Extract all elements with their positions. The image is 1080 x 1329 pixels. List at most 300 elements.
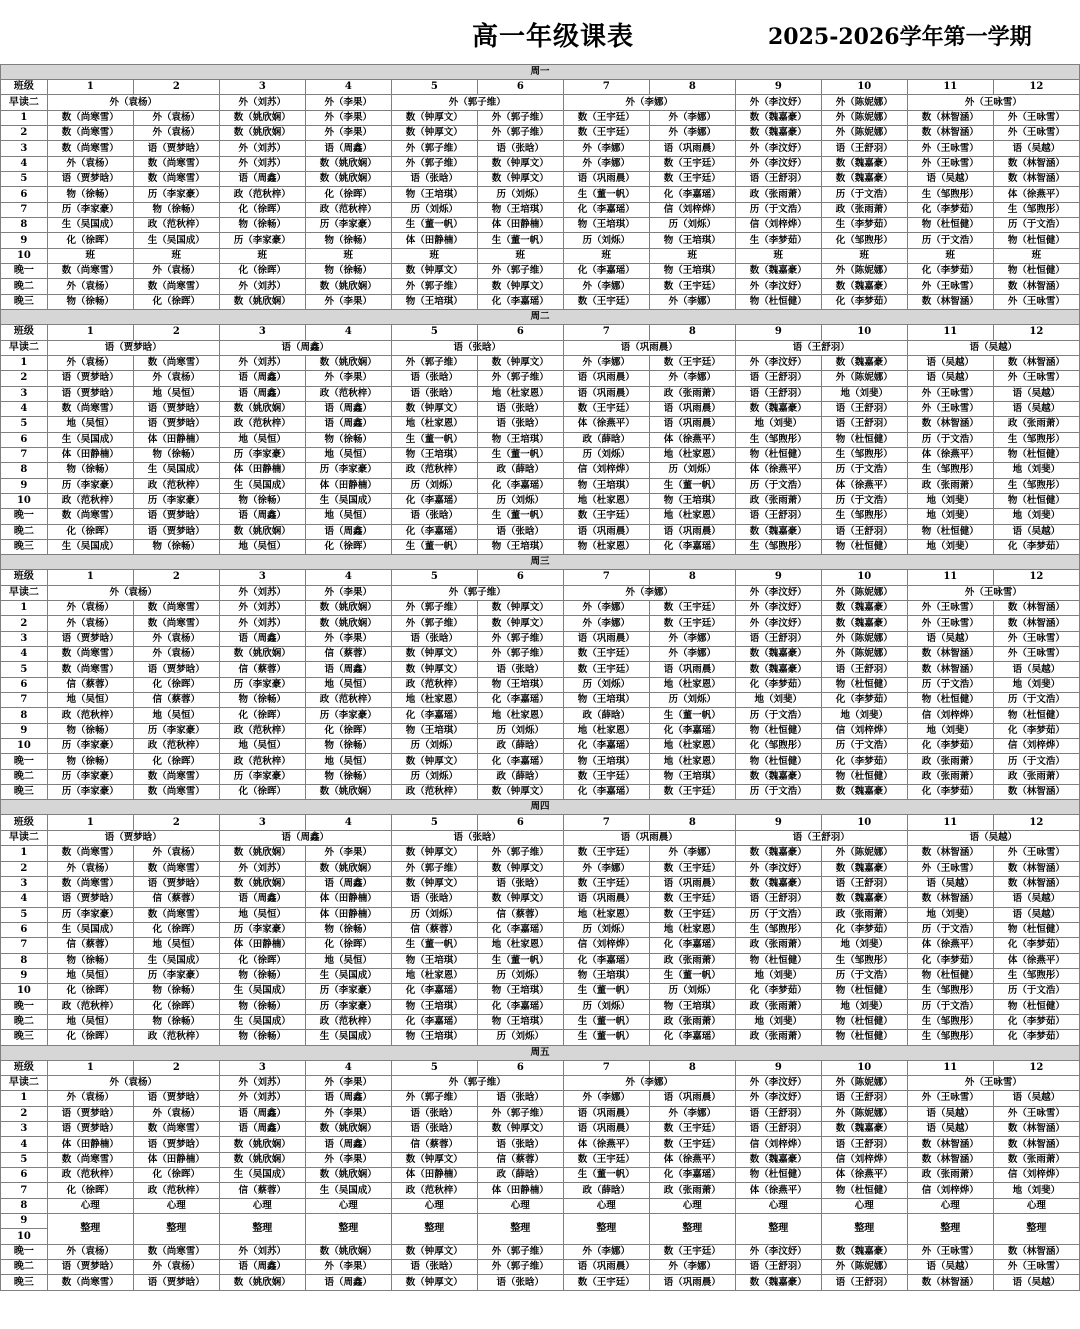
lesson-cell[interactable]: 语（吴越）	[907, 371, 993, 386]
lesson-cell[interactable]: 语（巩雨晨）	[649, 141, 735, 156]
lesson-cell[interactable]: 体（田静楠）	[477, 1183, 563, 1198]
lesson-cell[interactable]: 生（邹煦彤）	[821, 509, 907, 524]
lesson-cell[interactable]: 历（刘烁）	[477, 968, 563, 983]
lesson-cell[interactable]: 语（周鑫）	[219, 631, 305, 646]
lesson-cell[interactable]: 外（袁杨）	[133, 371, 219, 386]
lesson-cell[interactable]: 语（吴越）	[907, 1122, 993, 1137]
lesson-cell[interactable]: 政（张雨萧）	[821, 202, 907, 217]
lesson-cell[interactable]: 数（王宇廷）	[649, 1137, 735, 1152]
lesson-cell[interactable]: 数（林智涵）	[907, 1137, 993, 1152]
lesson-cell[interactable]: 体（徐燕平）	[735, 1183, 821, 1198]
lesson-cell[interactable]: 语（巩雨晨）	[563, 386, 649, 401]
lesson-cell[interactable]: 政（薛晗）	[477, 463, 563, 478]
lesson-cell[interactable]: 整理	[821, 1214, 907, 1245]
lesson-cell[interactable]: 政（范秋梓）	[305, 1014, 391, 1029]
lesson-cell[interactable]: 语（张晗）	[391, 1260, 477, 1275]
lesson-cell[interactable]: 政（张雨萧）	[735, 938, 821, 953]
lesson-cell[interactable]: 化（徐晖）	[219, 953, 305, 968]
lesson-cell[interactable]: 政（范秋梓）	[391, 677, 477, 692]
lesson-cell[interactable]: 外（陈妮娜）	[821, 264, 907, 279]
lesson-cell[interactable]: 数（林智涵）	[993, 861, 1079, 876]
lesson-cell[interactable]: 生（吴国成）	[133, 463, 219, 478]
lesson-cell[interactable]: 数（钟厚文）	[477, 616, 563, 631]
lesson-cell[interactable]: 历（刘烁）	[563, 677, 649, 692]
lesson-cell[interactable]: 地（刘斐）	[907, 907, 993, 922]
lesson-cell[interactable]: 数（尚寒雪）	[133, 785, 219, 800]
lesson-cell[interactable]: 地（吴恒）	[47, 417, 133, 432]
lesson-cell[interactable]: 数（姚欣娴）	[219, 294, 305, 309]
lesson-cell[interactable]: 数（林智涵）	[993, 1122, 1079, 1137]
lesson-cell[interactable]: 数（尚寒雪）	[47, 110, 133, 125]
lesson-cell[interactable]: 数（魏嘉豪）	[821, 1244, 907, 1259]
lesson-cell[interactable]: 数（林智涵）	[993, 601, 1079, 616]
lesson-cell[interactable]: 语（王舒羽）	[735, 830, 907, 845]
lesson-cell[interactable]: 数（姚欣娴）	[219, 126, 305, 141]
lesson-cell[interactable]: 历（于文浩）	[993, 984, 1079, 999]
lesson-cell[interactable]: 地（杜家恩）	[563, 907, 649, 922]
lesson-cell[interactable]: 生（邹煦彤）	[907, 984, 993, 999]
lesson-cell[interactable]: 地（刘斐）	[821, 938, 907, 953]
lesson-cell[interactable]: 数（姚欣娴）	[305, 1122, 391, 1137]
lesson-cell[interactable]: 地（吴恒）	[305, 754, 391, 769]
lesson-cell[interactable]: 化（徐晖）	[47, 1030, 133, 1045]
lesson-cell[interactable]: 地（杜家恩）	[477, 386, 563, 401]
lesson-cell[interactable]: 班	[649, 248, 735, 263]
lesson-cell[interactable]: 地（杜家恩）	[477, 938, 563, 953]
lesson-cell[interactable]: 生（吴国成）	[219, 478, 305, 493]
lesson-cell[interactable]: 物（杜恒健）	[821, 539, 907, 554]
lesson-cell[interactable]: 数（魏嘉豪）	[821, 172, 907, 187]
lesson-cell[interactable]: 外（郭子维）	[477, 264, 563, 279]
lesson-cell[interactable]: 外（郭子维）	[391, 585, 563, 600]
lesson-cell[interactable]: 生（吴国成）	[219, 1014, 305, 1029]
lesson-cell[interactable]: 数（林智涵）	[993, 1137, 1079, 1152]
lesson-cell[interactable]: 化（徐晖）	[133, 999, 219, 1014]
lesson-cell[interactable]: 数（尚寒雪）	[47, 876, 133, 891]
lesson-cell[interactable]: 历（李家豪）	[47, 478, 133, 493]
lesson-cell[interactable]: 外（王咏雪）	[993, 294, 1079, 309]
lesson-cell[interactable]: 语（王舒羽）	[735, 1122, 821, 1137]
lesson-cell[interactable]: 外（王咏雪）	[907, 141, 993, 156]
lesson-cell[interactable]: 心理	[563, 1198, 649, 1213]
lesson-cell[interactable]: 外（李娜）	[563, 601, 649, 616]
lesson-cell[interactable]: 化（徐晖）	[133, 754, 219, 769]
lesson-cell[interactable]: 语（王舒羽）	[821, 141, 907, 156]
lesson-cell[interactable]: 外（郭子维）	[391, 95, 563, 110]
lesson-cell[interactable]: 数（魏嘉豪）	[821, 279, 907, 294]
lesson-cell[interactable]: 物（王培琪）	[649, 999, 735, 1014]
lesson-cell[interactable]: 语（吴越）	[993, 892, 1079, 907]
lesson-cell[interactable]: 外（刘苏）	[219, 141, 305, 156]
lesson-cell[interactable]: 政（张雨萧）	[821, 907, 907, 922]
lesson-cell[interactable]: 政（张雨萧）	[907, 769, 993, 784]
lesson-cell[interactable]: 生（李梦茹）	[735, 233, 821, 248]
lesson-cell[interactable]: 化（李嘉瑶）	[649, 539, 735, 554]
lesson-cell[interactable]: 体（田静楠）	[391, 1168, 477, 1183]
lesson-cell[interactable]: 数（魏嘉豪）	[735, 1152, 821, 1167]
lesson-cell[interactable]: 数（张雨萧）	[993, 1152, 1079, 1167]
lesson-cell[interactable]: 生（吴国成）	[305, 493, 391, 508]
lesson-cell[interactable]: 外（李娜）	[649, 1106, 735, 1121]
lesson-cell[interactable]: 外（袁杨）	[133, 631, 219, 646]
lesson-cell[interactable]: 语（王舒羽）	[735, 371, 821, 386]
lesson-cell[interactable]: 物（杜恒健）	[993, 264, 1079, 279]
lesson-cell[interactable]: 物（杜恒健）	[907, 968, 993, 983]
lesson-cell[interactable]: 历（李家豪）	[219, 447, 305, 462]
lesson-cell[interactable]: 体（田静楠）	[305, 892, 391, 907]
lesson-cell[interactable]: 语（张晗）	[477, 1091, 563, 1106]
lesson-cell[interactable]: 数（王宇廷）	[563, 110, 649, 125]
lesson-cell[interactable]: 语（巩雨晨）	[649, 662, 735, 677]
lesson-cell[interactable]: 历（李家豪）	[47, 202, 133, 217]
lesson-cell[interactable]: 历（于文浩）	[993, 693, 1079, 708]
lesson-cell[interactable]: 物（王培琪）	[563, 478, 649, 493]
lesson-cell[interactable]: 语（王舒羽）	[821, 401, 907, 416]
lesson-cell[interactable]: 数（钟厚文）	[391, 126, 477, 141]
lesson-cell[interactable]: 数（尚寒雪）	[47, 401, 133, 416]
lesson-cell[interactable]: 语（张晗）	[477, 401, 563, 416]
lesson-cell[interactable]: 生（董一帆）	[563, 984, 649, 999]
lesson-cell[interactable]: 语（巩雨晨）	[649, 876, 735, 891]
lesson-cell[interactable]: 地（杜家恩）	[649, 677, 735, 692]
lesson-cell[interactable]: 物（王培琪）	[477, 202, 563, 217]
lesson-cell[interactable]: 数（尚寒雪）	[133, 907, 219, 922]
lesson-cell[interactable]: 化（李梦茹）	[907, 202, 993, 217]
lesson-cell[interactable]: 语（王舒羽）	[735, 1260, 821, 1275]
lesson-cell[interactable]: 历（于文浩）	[735, 202, 821, 217]
lesson-cell[interactable]: 数（王宇廷）	[563, 647, 649, 662]
lesson-cell[interactable]: 外（王咏雪）	[907, 401, 993, 416]
lesson-cell[interactable]: 数（林智涵）	[993, 355, 1079, 370]
lesson-cell[interactable]: 政（范秋梓）	[391, 463, 477, 478]
lesson-cell[interactable]: 化（李嘉瑶）	[563, 785, 649, 800]
lesson-cell[interactable]: 地（刘斐）	[907, 493, 993, 508]
lesson-cell[interactable]: 语（贾梦晗）	[133, 401, 219, 416]
lesson-cell[interactable]: 地（吴恒）	[305, 953, 391, 968]
lesson-cell[interactable]: 数（魏嘉豪）	[735, 846, 821, 861]
lesson-cell[interactable]: 外（袁杨）	[133, 647, 219, 662]
lesson-cell[interactable]: 历（李家豪）	[133, 187, 219, 202]
lesson-cell[interactable]: 数（姚欣娴）	[305, 861, 391, 876]
lesson-cell[interactable]: 政（范秋梓）	[47, 999, 133, 1014]
lesson-cell[interactable]: 整理	[133, 1214, 219, 1245]
lesson-cell[interactable]: 历（刘烁）	[391, 202, 477, 217]
lesson-cell[interactable]: 外（李娜）	[649, 1260, 735, 1275]
lesson-cell[interactable]: 体（徐燕平）	[563, 1137, 649, 1152]
lesson-cell[interactable]: 外（李娜）	[563, 279, 649, 294]
lesson-cell[interactable]: 信（蔡蓉）	[477, 907, 563, 922]
lesson-cell[interactable]: 外（王咏雪）	[907, 156, 993, 171]
lesson-cell[interactable]: 化（徐晖）	[219, 264, 305, 279]
lesson-cell[interactable]: 语（贾梦晗）	[47, 892, 133, 907]
lesson-cell[interactable]: 数（魏嘉豪）	[735, 401, 821, 416]
lesson-cell[interactable]: 生（吴国成）	[47, 432, 133, 447]
lesson-cell[interactable]: 语（张晗）	[391, 1106, 477, 1121]
lesson-cell[interactable]: 语（贾梦晗）	[133, 1091, 219, 1106]
lesson-cell[interactable]: 数（林智涵）	[907, 294, 993, 309]
lesson-cell[interactable]: 外（李娜）	[563, 616, 649, 631]
lesson-cell[interactable]: 政（张雨萧）	[649, 953, 735, 968]
lesson-cell[interactable]: 外（李娜）	[563, 1091, 649, 1106]
lesson-cell[interactable]: 心理	[219, 1198, 305, 1213]
lesson-cell[interactable]: 数（王宇廷）	[563, 509, 649, 524]
lesson-cell[interactable]: 物（杜恒健）	[993, 493, 1079, 508]
lesson-cell[interactable]: 数（钟厚文）	[391, 754, 477, 769]
lesson-cell[interactable]: 数（王宇廷）	[563, 662, 649, 677]
lesson-cell[interactable]: 历（李家豪）	[133, 493, 219, 508]
lesson-cell[interactable]: 心理	[133, 1198, 219, 1213]
lesson-cell[interactable]: 数（姚欣娴）	[219, 110, 305, 125]
lesson-cell[interactable]: 物（王培琪）	[563, 968, 649, 983]
lesson-cell[interactable]: 历（刘烁）	[563, 447, 649, 462]
lesson-cell[interactable]: 外（刘苏）	[219, 585, 305, 600]
lesson-cell[interactable]: 数（姚欣娴）	[219, 647, 305, 662]
lesson-cell[interactable]: 生（吴国成）	[47, 539, 133, 554]
lesson-cell[interactable]: 外（刘苏）	[219, 355, 305, 370]
lesson-cell[interactable]: 政（范秋梓）	[133, 218, 219, 233]
lesson-cell[interactable]: 外（李娜）	[563, 95, 735, 110]
lesson-cell[interactable]: 整理	[305, 1214, 391, 1245]
lesson-cell[interactable]: 化（李梦茹）	[821, 754, 907, 769]
lesson-cell[interactable]: 物（杜恒健）	[821, 1014, 907, 1029]
lesson-cell[interactable]: 外（李果）	[305, 95, 391, 110]
lesson-cell[interactable]: 外（李娜）	[649, 371, 735, 386]
lesson-cell[interactable]: 化（李嘉瑶）	[477, 294, 563, 309]
lesson-cell[interactable]: 政（范秋梓）	[47, 493, 133, 508]
lesson-cell[interactable]: 数（魏嘉豪）	[821, 616, 907, 631]
lesson-cell[interactable]: 化（李嘉瑶）	[649, 187, 735, 202]
lesson-cell[interactable]: 语（周鑫）	[219, 371, 305, 386]
lesson-cell[interactable]: 数（魏嘉豪）	[735, 1275, 821, 1290]
lesson-cell[interactable]: 外（王咏雪）	[907, 861, 993, 876]
lesson-cell[interactable]: 体（徐燕平）	[821, 478, 907, 493]
lesson-cell[interactable]: 外（袁杨）	[133, 110, 219, 125]
lesson-cell[interactable]: 历（刘烁）	[649, 693, 735, 708]
lesson-cell[interactable]: 外（刘苏）	[219, 601, 305, 616]
lesson-cell[interactable]: 数（姚欣娴）	[305, 616, 391, 631]
lesson-cell[interactable]: 数（林智涵）	[907, 126, 993, 141]
lesson-cell[interactable]: 物（杜恒健）	[735, 723, 821, 738]
lesson-cell[interactable]: 数（林智涵）	[993, 279, 1079, 294]
lesson-cell[interactable]: 化（李嘉瑶）	[391, 524, 477, 539]
lesson-cell[interactable]: 数（钟厚文）	[477, 172, 563, 187]
lesson-cell[interactable]: 数（钟厚文）	[477, 355, 563, 370]
lesson-cell[interactable]: 历（于文浩）	[735, 907, 821, 922]
lesson-cell[interactable]: 语（巩雨晨）	[649, 1275, 735, 1290]
lesson-cell[interactable]: 外（王咏雪）	[993, 647, 1079, 662]
lesson-cell[interactable]: 外（王咏雪）	[907, 386, 993, 401]
lesson-cell[interactable]: 物（王培琪）	[391, 723, 477, 738]
lesson-cell[interactable]: 班	[735, 248, 821, 263]
lesson-cell[interactable]: 数（王宇廷）	[649, 1122, 735, 1137]
lesson-cell[interactable]: 外（袁杨）	[47, 279, 133, 294]
lesson-cell[interactable]: 化（邹煦彤）	[735, 739, 821, 754]
lesson-cell[interactable]: 化（徐晖）	[133, 294, 219, 309]
lesson-cell[interactable]: 化（李梦茹）	[907, 785, 993, 800]
lesson-cell[interactable]: 外（李果）	[305, 1260, 391, 1275]
lesson-cell[interactable]: 数（王宇廷）	[649, 892, 735, 907]
lesson-cell[interactable]: 语（巩雨晨）	[649, 1091, 735, 1106]
lesson-cell[interactable]: 外（李娜）	[649, 110, 735, 125]
lesson-cell[interactable]: 历（刘烁）	[477, 493, 563, 508]
lesson-cell[interactable]: 语（巩雨晨）	[563, 830, 735, 845]
lesson-cell[interactable]: 生（吴国成）	[47, 218, 133, 233]
lesson-cell[interactable]: 语（贾梦晗）	[133, 662, 219, 677]
lesson-cell[interactable]: 语（贾梦晗）	[133, 524, 219, 539]
lesson-cell[interactable]: 生（吴国成）	[305, 968, 391, 983]
lesson-cell[interactable]: 语（周鑫）	[305, 662, 391, 677]
lesson-cell[interactable]: 生（吴国成）	[305, 1030, 391, 1045]
lesson-cell[interactable]: 物（杜恒健）	[907, 524, 993, 539]
lesson-cell[interactable]: 数（尚寒雪）	[133, 1122, 219, 1137]
lesson-cell[interactable]: 生（邹煦彤）	[993, 202, 1079, 217]
lesson-cell[interactable]: 物（王培琪）	[563, 218, 649, 233]
lesson-cell[interactable]: 政（范秋梓）	[133, 1030, 219, 1045]
lesson-cell[interactable]: 外（陈妮娜）	[821, 846, 907, 861]
lesson-cell[interactable]: 外（王咏雪）	[907, 1091, 993, 1106]
lesson-cell[interactable]: 数（钟厚文）	[391, 1152, 477, 1167]
lesson-cell[interactable]: 数（尚寒雪）	[47, 126, 133, 141]
lesson-cell[interactable]: 语（巩雨晨）	[563, 1122, 649, 1137]
lesson-cell[interactable]: 地（杜家恩）	[649, 739, 735, 754]
lesson-cell[interactable]: 语（贾梦晗）	[47, 1106, 133, 1121]
lesson-cell[interactable]: 外（陈妮娜）	[821, 371, 907, 386]
lesson-cell[interactable]: 体（徐燕平）	[563, 417, 649, 432]
lesson-cell[interactable]: 物（徐畅）	[219, 493, 305, 508]
lesson-cell[interactable]: 班	[993, 248, 1079, 263]
lesson-cell[interactable]: 班	[563, 248, 649, 263]
lesson-cell[interactable]: 历（于文浩）	[907, 233, 993, 248]
lesson-cell[interactable]: 历（刘烁）	[649, 463, 735, 478]
lesson-cell[interactable]: 历（刘烁）	[391, 739, 477, 754]
lesson-cell[interactable]: 数（王宇廷）	[563, 1152, 649, 1167]
lesson-cell[interactable]: 历（于文浩）	[907, 999, 993, 1014]
lesson-cell[interactable]: 数（王宇廷）	[563, 769, 649, 784]
lesson-cell[interactable]: 政（范秋梓）	[391, 1183, 477, 1198]
lesson-cell[interactable]: 地（杜家恩）	[563, 723, 649, 738]
lesson-cell[interactable]: 生（邹煦彤）	[821, 447, 907, 462]
lesson-cell[interactable]: 语（吴越）	[907, 1106, 993, 1121]
lesson-cell[interactable]: 信（蔡蓉）	[391, 1137, 477, 1152]
lesson-cell[interactable]: 物（王培琪）	[649, 493, 735, 508]
lesson-cell[interactable]: 外（王咏雪）	[993, 110, 1079, 125]
lesson-cell[interactable]: 语（张晗）	[391, 631, 477, 646]
lesson-cell[interactable]: 历（李家豪）	[133, 968, 219, 983]
lesson-cell[interactable]: 数（林智涵）	[907, 846, 993, 861]
lesson-cell[interactable]: 数（姚欣娴）	[305, 172, 391, 187]
lesson-cell[interactable]: 数（王宇廷）	[649, 616, 735, 631]
lesson-cell[interactable]: 生（李梦茹）	[821, 218, 907, 233]
lesson-cell[interactable]: 化（徐晖）	[219, 785, 305, 800]
lesson-cell[interactable]: 语（吴越）	[993, 401, 1079, 416]
lesson-cell[interactable]: 外（李汶妤）	[735, 279, 821, 294]
lesson-cell[interactable]: 物（徐畅）	[47, 953, 133, 968]
lesson-cell[interactable]: 生（邹煦彤）	[993, 968, 1079, 983]
lesson-cell[interactable]: 外（李果）	[305, 1106, 391, 1121]
lesson-cell[interactable]: 政（范秋梓）	[133, 1183, 219, 1198]
lesson-cell[interactable]: 外（郭子维）	[477, 1106, 563, 1121]
lesson-cell[interactable]: 生（邹煦彤）	[993, 478, 1079, 493]
lesson-cell[interactable]: 生（董一帆）	[563, 1030, 649, 1045]
lesson-cell[interactable]: 外（陈妮娜）	[821, 647, 907, 662]
lesson-cell[interactable]: 外（李汶妤）	[735, 585, 821, 600]
lesson-cell[interactable]: 外（刘苏）	[219, 95, 305, 110]
lesson-cell[interactable]: 外（李汶妤）	[735, 1244, 821, 1259]
lesson-cell[interactable]: 物（徐畅）	[47, 723, 133, 738]
lesson-cell[interactable]: 政（范秋梓）	[47, 1168, 133, 1183]
lesson-cell[interactable]: 数（林智涵）	[907, 110, 993, 125]
lesson-cell[interactable]: 班	[391, 248, 477, 263]
lesson-cell[interactable]: 数（尚寒雪）	[47, 509, 133, 524]
lesson-cell[interactable]: 物（杜恒健）	[735, 1168, 821, 1183]
lesson-cell[interactable]: 化（徐晖）	[47, 984, 133, 999]
lesson-cell[interactable]: 化（李梦茹）	[993, 539, 1079, 554]
lesson-cell[interactable]: 生（董一帆）	[649, 968, 735, 983]
lesson-cell[interactable]: 物（王培琪）	[649, 769, 735, 784]
lesson-cell[interactable]: 数（魏嘉豪）	[821, 892, 907, 907]
lesson-cell[interactable]: 语（巩雨晨）	[649, 401, 735, 416]
lesson-cell[interactable]: 外（李汶妤）	[735, 95, 821, 110]
lesson-cell[interactable]: 物（徐畅）	[47, 187, 133, 202]
lesson-cell[interactable]: 外（李汶妤）	[735, 1091, 821, 1106]
lesson-cell[interactable]: 体（徐燕平）	[735, 463, 821, 478]
lesson-cell[interactable]: 外（王咏雪）	[907, 616, 993, 631]
lesson-cell[interactable]: 体（田静楠）	[391, 233, 477, 248]
lesson-cell[interactable]: 物（徐畅）	[219, 1030, 305, 1045]
lesson-cell[interactable]: 生（董一帆）	[391, 432, 477, 447]
lesson-cell[interactable]: 物（杜恒健）	[821, 677, 907, 692]
lesson-cell[interactable]: 信（刘梓烨）	[907, 708, 993, 723]
lesson-cell[interactable]: 物（杜恒健）	[993, 447, 1079, 462]
lesson-cell[interactable]: 整理	[993, 1214, 1079, 1245]
lesson-cell[interactable]: 外（刘苏）	[219, 861, 305, 876]
lesson-cell[interactable]: 语（贾梦晗）	[47, 1122, 133, 1137]
lesson-cell[interactable]: 班	[133, 248, 219, 263]
lesson-cell[interactable]: 语（巩雨晨）	[649, 417, 735, 432]
lesson-cell[interactable]: 外（袁杨）	[47, 585, 219, 600]
lesson-cell[interactable]: 心理	[735, 1198, 821, 1213]
lesson-cell[interactable]: 数（王宇廷）	[649, 1244, 735, 1259]
lesson-cell[interactable]: 外（李汶妤）	[735, 141, 821, 156]
lesson-cell[interactable]: 数（尚寒雪）	[47, 141, 133, 156]
lesson-cell[interactable]: 体（徐燕平）	[649, 432, 735, 447]
lesson-cell[interactable]: 语（张晗）	[477, 141, 563, 156]
lesson-cell[interactable]: 外（李娜）	[649, 294, 735, 309]
lesson-cell[interactable]: 政（张雨萧）	[735, 493, 821, 508]
lesson-cell[interactable]: 物（王培琪）	[563, 693, 649, 708]
lesson-cell[interactable]: 外（李果）	[305, 631, 391, 646]
lesson-cell[interactable]: 语（王舒羽）	[821, 876, 907, 891]
lesson-cell[interactable]: 历（李家豪）	[219, 922, 305, 937]
lesson-cell[interactable]: 数（尚寒雪）	[133, 279, 219, 294]
lesson-cell[interactable]: 信（蔡蓉）	[391, 922, 477, 937]
lesson-cell[interactable]: 语（张晗）	[391, 1122, 477, 1137]
lesson-cell[interactable]: 班	[219, 248, 305, 263]
lesson-cell[interactable]: 政（张雨萧）	[649, 386, 735, 401]
lesson-cell[interactable]: 历（李家豪）	[305, 463, 391, 478]
lesson-cell[interactable]: 外（袁杨）	[47, 1075, 219, 1090]
lesson-cell[interactable]: 数（尚寒雪）	[133, 1244, 219, 1259]
lesson-cell[interactable]: 化（徐晖）	[305, 938, 391, 953]
lesson-cell[interactable]: 数（尚寒雪）	[47, 264, 133, 279]
lesson-cell[interactable]: 化（徐晖）	[47, 1183, 133, 1198]
lesson-cell[interactable]: 语（王舒羽）	[821, 417, 907, 432]
lesson-cell[interactable]: 历（李家豪）	[305, 999, 391, 1014]
lesson-cell[interactable]: 生（董一帆）	[391, 218, 477, 233]
lesson-cell[interactable]: 外（袁杨）	[47, 1244, 133, 1259]
lesson-cell[interactable]: 语（张晗）	[391, 386, 477, 401]
lesson-cell[interactable]: 数（魏嘉豪）	[735, 876, 821, 891]
